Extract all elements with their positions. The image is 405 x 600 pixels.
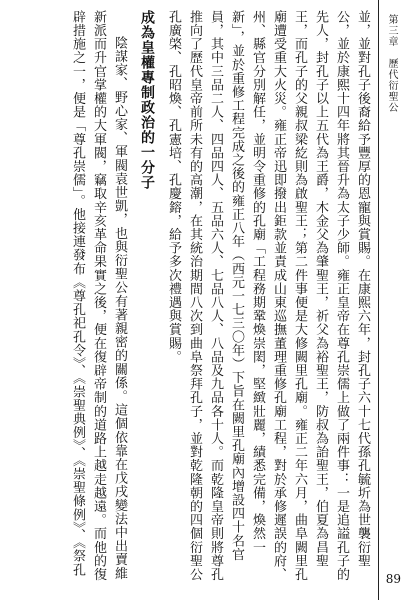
- page-margin-strip: [378, 0, 405, 600]
- chapter-title: 歷代衍聖公: [386, 58, 397, 113]
- chapter-label: 第三章: [386, 14, 397, 47]
- paragraph: 並，並對孔子後裔給予豐厚的恩寵與賞賜。在康熙六年，封孔子六十七代孫孔毓圻為世襲衍聖公，並於康熙十四年將其晉升為太子少師。雍正皇帝在尊孔崇儒上做了兩件事：一是追謚孔子的先人，封孔子以上五代為王爵，木金父為肇聖王，祈父為裕聖王，防叔為詒聖王，伯夏為昌聖王，而孔子的父親叔梁紇則為啟聖王；第二件事便是大修闕里孔廟。雍正二年六月，曲阜闕里孔廟遭受重大火災。雍正帝迅即撥出鉅款並責成山東巡撫董理重修孔廟工程，對於承修遲誤的府、州、縣官分別解任，並明令重修的孔廟「工程務期鞏煥崇閎，堅緻壯麗，績悉完備，煥然一新」，並於重修工程完成之後的雍正八年（西元一七三〇年）下旨在闕里孔廟內增設四十名官員，其中三品二人、四品四人、五品六人、七品八人、八品及九品各十人。而乾隆皇帝則將尊孔推向了歷代皇帝前所未有的高潮，在其統治期間八次到曲阜祭拜孔子，並對乾隆朝的四個衍聖公孔廣棨、孔昭煥、孔憲培、孔慶鎔，給予多次禮遇與賞賜。: [166, 10, 370, 582]
- paragraph: 陰謀家、野心家、軍閥袁世凱，也與衍聖公有著親密的關係。這個依靠在戊戌變法中出賣維新派而升官掌權的大軍閥，竊取辛亥革命果實之後，便在復辟帝制的道路上越走越遠。而他的復辟措施之一，便是「尊孔崇儒」。他接連發布《尊孔祀孔令》、《崇聖典例》、《崇聖條例》、《祭孔: [70, 10, 127, 582]
- page-number: 89: [385, 572, 401, 586]
- body-text: [10, 10, 373, 588]
- section-heading: 成為皇權專制政治的一分子: [139, 10, 155, 190]
